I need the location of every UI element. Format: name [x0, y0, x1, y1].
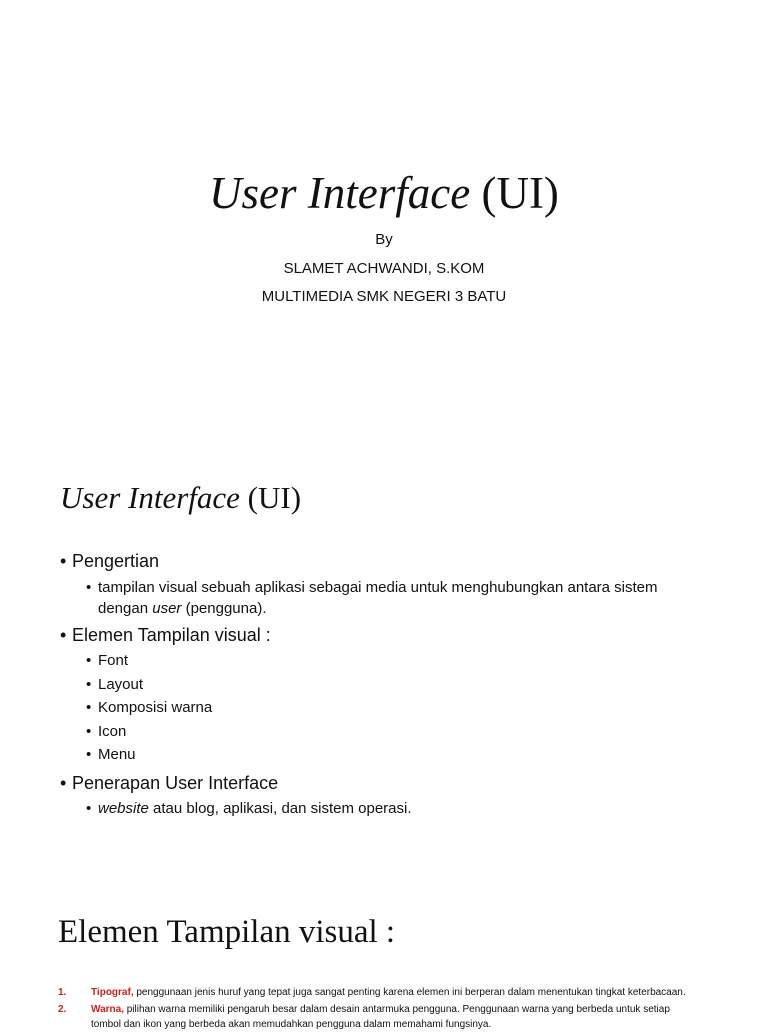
bullet-label: Elemen Tampilan visual :	[72, 625, 271, 645]
sub-bullet	[86, 798, 686, 819]
sub-bullet-text	[98, 798, 678, 819]
numbered-item	[58, 986, 686, 1000]
sub-bullet-komposisi	[86, 697, 686, 718]
content-slide-ui	[0, 438, 768, 870]
bullet-dot-icon: •	[86, 723, 92, 740]
sub-bullet-text: Icon	[98, 723, 127, 740]
item-description: tombol dan ikon yang berbeda akan memudahkan pengguna dalam memahami fungsinya.	[91, 1019, 492, 1030]
content-slide-elemen	[0, 870, 768, 1030]
sub-bullet-italic: user	[152, 600, 182, 617]
sub-bullet-text-end: (pengguna).	[181, 600, 267, 617]
bullet-elemen	[60, 624, 271, 646]
title-rest-part: (UI)	[470, 168, 559, 218]
slide-title	[60, 478, 301, 518]
item-number: 2.	[58, 1004, 67, 1015]
sub-bullet-text: Menu	[98, 746, 136, 763]
sub-bullet-italic: website	[98, 800, 149, 817]
slide-title	[0, 165, 768, 221]
item-description: penggunaan jenis huruf yang tepat juga sangat penting karena elemen ini berperan dalam menentukan tingkat keterbacaan.	[133, 987, 686, 998]
sub-bullet-icon	[86, 721, 686, 742]
sub-bullet-text: Font	[98, 652, 129, 669]
sub-bullet-layout	[86, 674, 686, 695]
bullet-dot-icon: •	[86, 676, 92, 693]
sub-bullet-text	[98, 577, 678, 619]
bullet-label: Pengertian	[72, 551, 160, 571]
sub-bullet-menu	[86, 744, 686, 765]
sub-bullet	[86, 577, 686, 619]
numbered-item-continuation	[91, 1018, 492, 1030]
sub-bullet-text-end: atau blog, aplikasi, dan sistem operasi.	[148, 800, 412, 817]
by-label: By	[375, 231, 393, 248]
sub-bullet-font	[86, 650, 686, 671]
item-number: 1.	[58, 987, 67, 998]
item-term: Warna,	[91, 1004, 124, 1015]
bullet-dot-icon: •	[86, 699, 92, 716]
sub-bullet-text: Layout	[98, 676, 144, 693]
bullet-dot-icon: •	[60, 773, 67, 793]
title-italic-part: User Interface	[209, 168, 471, 218]
item-term: Tipograf,	[91, 987, 134, 998]
bullet-dot-icon: •	[86, 800, 92, 817]
sub-bullet-text-start: tampilan visual sebuah aplikasi sebagai media untuk menghubungkan antara sistem dengan	[98, 579, 658, 617]
bullet-dot-icon: •	[86, 579, 92, 596]
title-rest-part: (UI)	[239, 480, 302, 515]
bullet-penerapan	[60, 772, 278, 794]
title-italic-part: User Interface	[60, 480, 240, 515]
author-name: SLAMET ACHWANDI, S.KOM	[283, 260, 485, 277]
slide-title: Elemen Tampilan visual :	[58, 914, 396, 950]
school-name: MULTIMEDIA SMK NEGERI 3 BATU	[261, 288, 507, 305]
title-slide	[0, 0, 768, 438]
bullet-pengertian	[60, 550, 159, 572]
bullet-dot-icon: •	[60, 625, 67, 645]
bullet-dot-icon: •	[86, 652, 92, 669]
item-description: pilihan warna memiliki pengaruh besar dalam desain antarmuka pengguna. Penggunaan warna yang berbeda untuk setiap	[123, 1004, 670, 1015]
bullet-dot-icon: •	[60, 551, 67, 571]
bullet-dot-icon: •	[86, 746, 92, 763]
bullet-label: Penerapan User Interface	[72, 773, 279, 793]
sub-bullet-text: Komposisi warna	[98, 699, 213, 716]
numbered-item	[58, 1003, 670, 1017]
